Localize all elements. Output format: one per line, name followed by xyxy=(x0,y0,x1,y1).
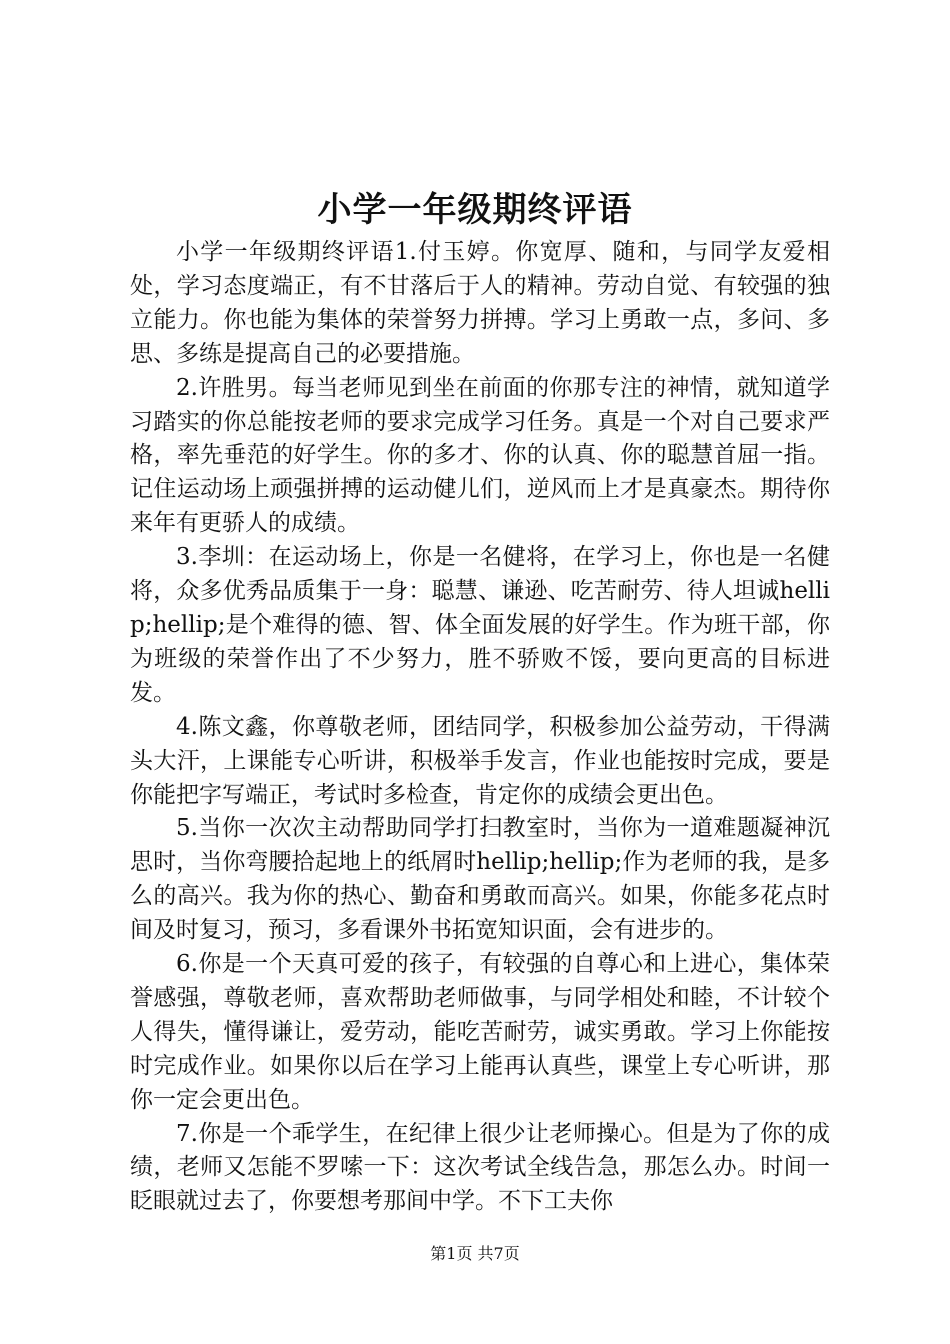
paragraph-7: 7.你是一个乖学生，在纪律上很少让老师操心。但是为了你的成绩，老师又怎能不罗嗦一下：这次考试全线告急，那怎么办。时间一眨眼就过去了，你要想考那间中学。不下工夫你 xyxy=(130,1120,830,1215)
page-footer: 第1页 共7页 xyxy=(430,1244,520,1263)
paragraph-1: 小学一年级期终评语1.付玉婷。你宽厚、随和，与同学友爱相处，学习态度端正，有不甘落后于人的精神。劳动自觉、有较强的独立能力。你也能为集体的荣誉努力拼搏。学习上勇敢一点，多问、多思、多练是提高自己的必要措施。 xyxy=(130,239,830,367)
paragraph-2: 2.许胜男。每当老师见到坐在前面的你那专注的神情，就知道学习踏实的你总能按老师的要求完成学习任务。真是一个对自己要求严格，率先垂范的好学生。你的多才、你的认真、你的聪慧首屈一指。记住运动场上顽强拼搏的运动健儿们，逆风而上才是真豪杰。期待你来年有更骄人的成绩。 xyxy=(130,374,830,537)
document-body xyxy=(130,236,830,1219)
paragraph-6: 6.你是一个天真可爱的孩子，有较强的自尊心和上进心，集体荣誉感强，尊敬老师，喜欢帮助老师做事，与同学相处和睦，不计较个人得失，懂得谦让，爱劳动，能吃苦耐劳，诚实勇敢。学习上你能按时完成作业。如果你以后在学习上能再认真些，课堂上专心听讲，那你一定会更出色。 xyxy=(130,951,830,1113)
document-title: 小学一年级期终评语 xyxy=(317,190,633,230)
paragraph-3: 3.李圳：在运动场上，你是一名健将，在学习上，你也是一名健将，众多优秀品质集于一身：聪慧、谦逊、吃苦耐劳、待人坦诚hellip;hellip;是个难得的德、智、体全面发展的好学生。作为班干部，你为班级的荣誉作出了不少努力，胜不骄败不馁，要向更高的目标进发。 xyxy=(130,544,830,706)
paragraph-4: 4.陈文鑫，你尊敬老师，团结同学，积极参加公益劳动，干得满头大汗，上课能专心听讲，积极举手发言，作业也能按时完成，要是你能把字写端正，考试时多检查，肯定你的成绩会更出色。 xyxy=(130,713,830,808)
paragraph-5: 5.当你一次次主动帮助同学打扫教室时，当你为一道难题凝神沉思时，当你弯腰拾起地上的纸屑时hellip;hellip;作为老师的我，是多么的高兴。我为你的热心、勤奋和勇敢而高兴。如果，你能多花点时间及时复习，预习，多看课外书拓宽知识面，会有进步的。 xyxy=(130,815,830,944)
